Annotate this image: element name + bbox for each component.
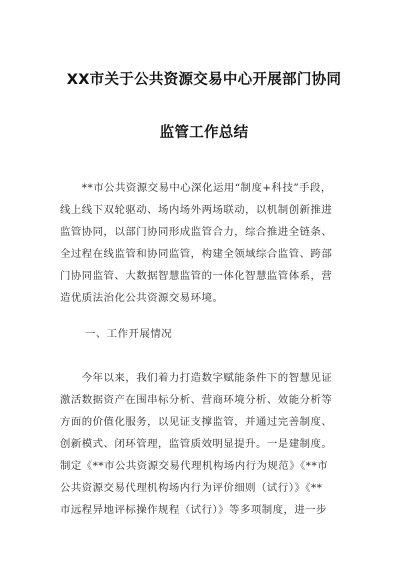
intro-line: 线上线下双轮驱动、场内场外两场联动，以机制创新推进 — [60, 204, 333, 216]
body-line: 今年以来，我们着力打造数字赋能条件下的智慧见证 — [60, 372, 333, 384]
intro-line: 门协同监管、大数据智慧监管的一体化智慧监管体系，营 — [60, 270, 333, 282]
body-line: 市远程异地评标操作规程（试行）》等多项制度，进一步 — [60, 504, 328, 516]
document-title-line-2: 监管工作总结 — [159, 125, 249, 141]
body-paragraph — [60, 367, 360, 521]
body-line: 公共资源交易代理机构场内行为评价细则（试行）》《** — [60, 482, 323, 494]
intro-paragraph — [60, 177, 360, 309]
body-line: 制定《**市公共资源交易代理机构场内行为规范》《**市 — [60, 460, 329, 472]
body-line: 激活数据资产在围串标分析、营商环境分析、效能分析等 — [60, 394, 333, 406]
body-line: 方面的价值化服务，以见证支撑监管，并通过完善制度、 — [60, 416, 333, 428]
intro-line: 全过程在线监管和协同监管，构建全领域综合监管、跨部 — [60, 248, 333, 260]
document-title-line-1: XX市关于公共资源交易中心开展部门协同 — [66, 72, 342, 88]
intro-line: 监管协同，以部门协同形成监管合力，综合推进全链条、 — [60, 226, 333, 238]
intro-line: 造优质法治化公共资源交易环境。 — [60, 292, 224, 304]
body-line: 创新模式、闭环管理，监管质效明显提升。一是建制度。 — [60, 438, 333, 450]
section-heading: 一、工作开展情况 — [85, 328, 173, 340]
intro-line: **市公共资源交易中心深化运用“制度+科技”手段， — [60, 182, 332, 194]
